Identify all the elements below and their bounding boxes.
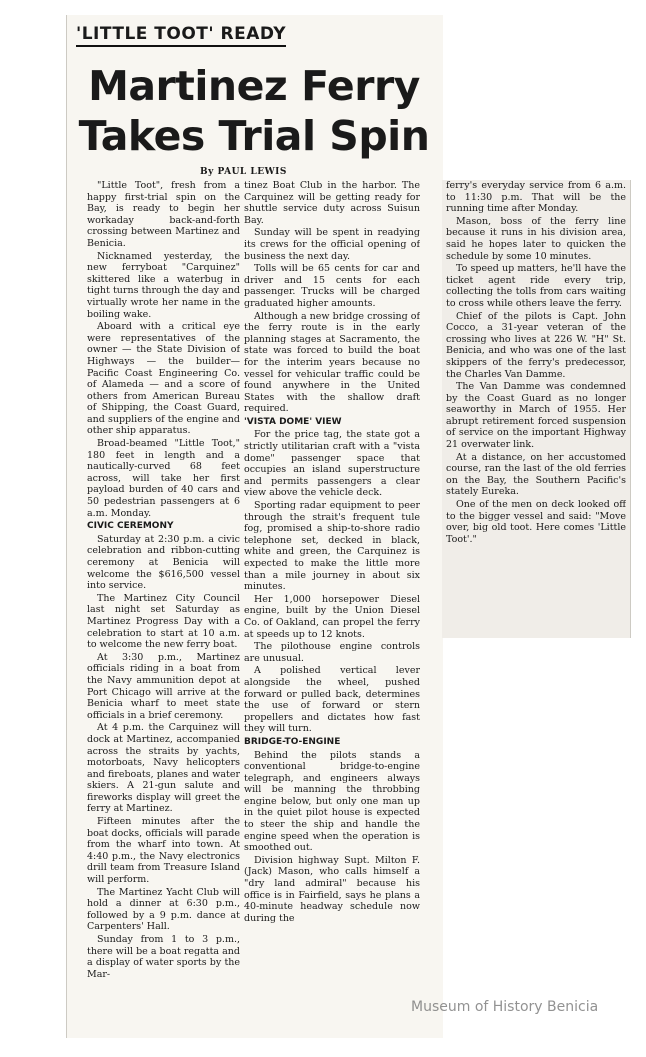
paragraph: One of the men on deck looked off to the bigger vessel and said: "Move over, big old toot. Here comes 'Little Toot'."	[446, 499, 626, 545]
headline-line-1: Martinez Ferry	[88, 62, 420, 110]
paragraph: tinez Boat Club in the harbor. The Carquinez will be getting ready for shuttle service duty across Suisun Bay.	[244, 180, 420, 226]
paragraph: ferry's everyday service from 6 a.m. to 11:30 p.m. That will be the running time after Monday.	[446, 180, 626, 215]
paragraph: Behind the pilots stands a conventional bridge-to-engine telegraph, and engineers always will be manning the throbbing engine below, but only one man up in the quiet pilot house is expected to steer the ship and handle the engine speed when the operation is smoothed out.	[244, 749, 420, 854]
paragraph: Saturday at 2:30 p.m. a civic celebration and ribbon-cutting ceremony at Benicia will welcome the $616,500 vessel into service.	[87, 533, 240, 592]
paragraph: The Van Damme was condemned by the Coast Guard as no longer seaworthy in March of 1955. Her abrupt retirement forced suspension of service on the important Highway 21 overwater link.	[446, 381, 626, 451]
paragraph: For the price tag, the state got a strictly utilitarian craft with a "vista dome" passenger space that occupies an island superstructure and permits passengers a clear view above the vehicle deck.	[244, 429, 420, 499]
paragraph: The pilothouse engine controls are unusual.	[244, 641, 420, 664]
subheading-bridge-to-engine: BRIDGE-TO-ENGINE	[244, 736, 341, 747]
paragraph: Sunday will be spent in readying its crews for the official opening of business the next day.	[244, 227, 420, 262]
subheading-vista-dome: 'VISTA DOME' VIEW	[244, 416, 342, 427]
paragraph: Nicknamed yesterday, the new ferryboat "Carquinez" skittered like a waterbug in tight turns through the day and virtually wrote her name in the boiling wake.	[87, 250, 240, 320]
paragraph: At a distance, on her accustomed course, ran the last of the old ferries on the Bay, the Southern Pacific's stately Eureka.	[446, 451, 626, 498]
kicker-label: 'LITTLE TOOT' READY	[76, 24, 286, 47]
paragraph: A polished vertical lever alongside the wheel, pushed forward or pulled back, determines the use of forward or stern propellers and dictates how fast they will turn.	[244, 665, 420, 735]
paragraph: Division highway Supt. Milton F. (Jack) Mason, who calls himself a "dry land admiral" because his office is in Fairfield, says he plans a 40-minute headway schedule now during the	[244, 854, 420, 924]
paragraph: Her 1,000 horsepower Diesel engine, built by the Union Diesel Co. of Oakland, can propel the ferry at speeds up to 12 knots.	[244, 593, 420, 640]
paragraph: Although a new bridge crossing of the ferry route is in the early planning stages at Sacramento, the state was forced to build the boat for the interim years because no vessel for vehicular traffic could be found anywhere in the United States with the shallow draft required.	[244, 310, 420, 415]
paragraph: The Martinez Yacht Club will hold a dinner at 6:30 p.m., followed by a 9 p.m. dance at Carpenters' Hall.	[87, 886, 240, 933]
subheading-civic-ceremony: CIVIC CEREMONY	[87, 521, 174, 532]
paragraph: Chief of the pilots is Capt. John Cocco, a 31-year veteran of the crossing who lives at 226 W. "H" St. Benicia, and who was one of the last skippers of the ferry's predecessor, the Charles Van Damme.	[446, 310, 626, 380]
paragraph: "Little Toot", fresh from a happy first-trial spin on the Bay, is ready to begin her workaday back-and-forth crossing between Martinez and Benicia.	[87, 180, 240, 249]
paragraph: Broad-beamed "Little Toot," 180 feet in length and a nautically-curved 68 feet across, will take her first payload burden of 40 cars and 50 pedestrian passengers at 6 a.m. Monday.	[87, 438, 240, 519]
byline: By PAUL LEWIS	[200, 167, 287, 177]
paragraph: At 3:30 p.m., Martinez officials riding in a boat from the Navy ammunition depot at Port Chicago will arrive at the Benicia wharf to meet state officials in a brief ceremony.	[87, 651, 240, 721]
paragraph: The Martinez City Council last night set Saturday as Martinez Progress Day with a celebration to start at 10 a.m. to welcome the new ferry boat.	[87, 592, 240, 651]
headline-line-2: Takes Trial Spin	[78, 112, 430, 160]
paragraph: To speed up matters, he'll have the ticket agent ride every trip, collecting the tolls from cars waiting to cross while others leave the ferry.	[446, 263, 626, 309]
museum-watermark: Museum of History Benicia	[411, 999, 599, 1015]
paragraph: Sunday from 1 to 3 p.m., there will be a boat regatta and a display of water sports by the Mar-	[87, 934, 240, 980]
article-column-3	[446, 180, 626, 634]
paragraph: Sporting radar equipment to peer through the strait's frequent tule fog, promised a ship-to-shore radio telephone set, decked in black, white and green, the Carquinez is expected to make the little more than a mile journey in about six minutes.	[244, 500, 420, 593]
paragraph: Mason, boss of the ferry line because it runs in his division area, said he hopes later to quicken the schedule by some 10 minutes.	[446, 215, 626, 262]
paragraph: At 4 p.m. the Carquinez will dock at Martinez, accompanied across the straits by yachts, motorboats, Navy helicopters and fireboats, planes and water skiers. A 21-gun salute and fireworks display will greet the ferry at Martinez.	[87, 722, 240, 815]
paragraph: Fifteen minutes after the boat docks, officials will parade from the wharf into town. At 4:40 p.m., the Navy electronics drill team from Treasure Island will perform.	[87, 816, 240, 886]
paragraph: Aboard with a critical eye were representatives of the owner — the State Division of Highways — the builder—Pacific Coast Engineering Co. of Alameda — and a score of others from American Bureau of Shipping, the Coast Guard, and suppliers of the engine and other ship apparatus.	[87, 321, 240, 437]
article-column-2	[244, 180, 420, 1038]
paragraph: Tolls will be 65 cents for car and driver and 15 cents for each passenger. Trucks will be charged graduated higher amounts.	[244, 263, 420, 309]
article-column-1	[87, 180, 240, 1038]
